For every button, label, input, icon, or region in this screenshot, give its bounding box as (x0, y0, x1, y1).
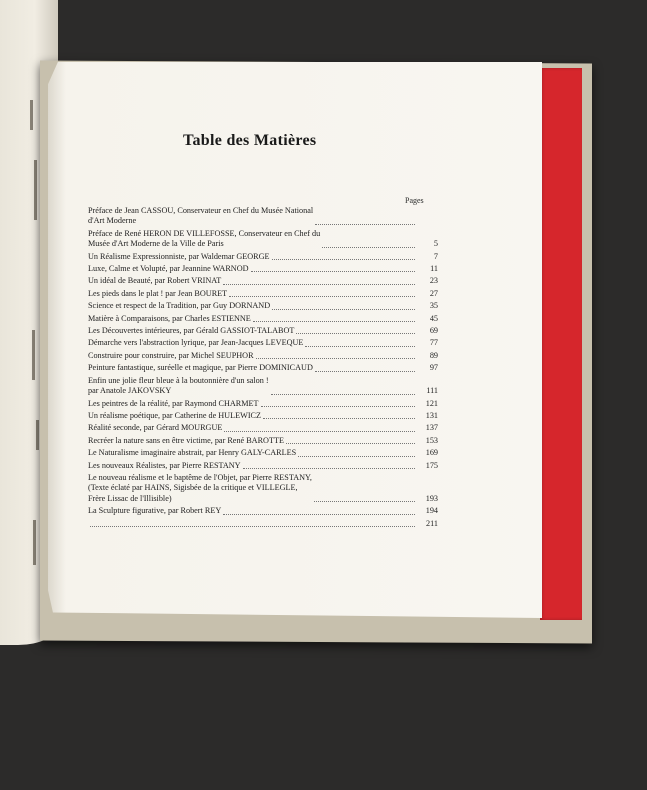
toc-entry-page: 27 (429, 288, 438, 298)
toc-leader-dots (315, 370, 415, 372)
toc-entry (88, 423, 438, 433)
toc-entry-title: Un réalisme poétique, par Catherine de HULEWICZ (88, 410, 262, 420)
pages-column-label: Pages (405, 196, 424, 205)
toc-leader-dots (90, 525, 415, 527)
toc-entry-page: 153 (425, 435, 438, 445)
red-bookmark-strip (540, 68, 582, 620)
toc-entry (88, 338, 438, 348)
toc-entry (88, 326, 438, 336)
toc-entry-page: 45 (429, 313, 438, 323)
toc-entry-title: Les Découvertes intérieures, par Gérald GASSIOT-TALABOT (88, 326, 295, 336)
page-title: Table des Matières (183, 132, 317, 149)
toc-entry-page: 89 (429, 350, 438, 360)
toc-entry (88, 436, 438, 446)
toc-entry (88, 351, 438, 361)
toc-entry-page: 193 (425, 493, 438, 503)
toc-entry (88, 301, 438, 311)
toc-leader-dots (223, 513, 415, 515)
toc-entry-title: Construire pour construire, par Michel SEUPHOR (88, 350, 254, 360)
toc-entry (88, 448, 438, 458)
toc-leader-dots (263, 417, 415, 419)
toc-leader-dots (305, 345, 415, 347)
toc-entry (88, 399, 438, 409)
toc-leader-dots (224, 430, 415, 432)
toc-leader-dots (253, 320, 415, 322)
toc-entry-title: Un Réalisme Expressionniste, par Waldemar GEORGE (88, 251, 270, 261)
toc-entry-page: 77 (429, 338, 438, 348)
toc-leader-dots (272, 308, 415, 310)
toc-entry-page: 194 (425, 506, 438, 516)
left-page-text-fragment (33, 520, 36, 565)
toc-entry-title: La Sculpture figurative, par Robert REY (88, 506, 222, 516)
toc-entry-title: Les peintres de la réalité, par Raymond CHARMET (88, 398, 259, 408)
toc-entry (88, 289, 438, 299)
toc-entry (88, 264, 438, 274)
toc-entry-title: Le Naturalisme imaginaire abstrait, par Henry GALY-CARLES (88, 448, 297, 458)
toc-entry (88, 229, 438, 250)
toc-leader-dots (272, 258, 415, 260)
toc-entry (88, 473, 438, 504)
toc-entry-page: 211 (426, 518, 438, 528)
toc-entry-page: 7 (433, 251, 438, 261)
toc-entry (88, 519, 438, 529)
toc-leader-dots (298, 455, 415, 457)
left-page-text-fragment (34, 160, 37, 220)
toc-leader-dots (261, 405, 415, 407)
toc-leader-dots (286, 442, 415, 444)
toc-entry (88, 506, 438, 516)
toc-entry-page: 175 (425, 460, 438, 470)
toc-list (88, 206, 438, 529)
toc-entry (88, 411, 438, 421)
toc-leader-dots (322, 246, 415, 248)
toc-entry-title: Les nouveaux Réalistes, par Pierre RESTANY (88, 460, 241, 470)
toc-entry-title: Préface de René HERON DE VILLEFOSSE, Conservateur en Chef du Musée d'Art Moderne de la Ville de Paris (88, 228, 321, 249)
toc-entry-title: Science et respect de la Tradition, par Guy DORNAND (88, 301, 271, 311)
toc-leader-dots (296, 332, 415, 334)
toc-leader-dots (243, 467, 415, 469)
toc-entry (88, 314, 438, 324)
toc-entry-title: Enfin une jolie fleur bleue à la boutonnière d'un salon ! par Anatole JAKOVSKY (88, 375, 269, 396)
left-page-text-fragment (32, 330, 35, 380)
toc-entry-title: Démarche vers l'abstraction lyrique, par Jean-Jacques LEVEQUE (88, 338, 304, 348)
toc-entry-title: Luxe, Calme et Volupté, par Jeannine WARNOD (88, 264, 249, 274)
toc-entry-page: 111 (426, 386, 438, 396)
toc-leader-dots (315, 223, 415, 225)
toc-entry (88, 276, 438, 286)
toc-entry-title: Les pieds dans le plat ! par Jean BOURET (88, 288, 228, 298)
toc-entry-title: Le nouveau réalisme et le baptême de l'Objet, par Pierre RESTANY, (Texte éclaté par HAINS, Sigisbée de la critique et VILLEGLE, Frère Lissac de l'Illisible) (88, 472, 312, 503)
toc-entry-page: 131 (425, 410, 438, 420)
toc-entry-title: Préface de Jean CASSOU, Conservateur en Chef du Musée National d'Art Moderne (88, 206, 314, 226)
toc-entry-page: 5 (433, 239, 438, 249)
toc-entry-title: Peinture fantastique, suréelle et magique, par Pierre DOMINICAUD (88, 363, 313, 373)
toc-entry-page: 23 (429, 276, 438, 286)
toc-leader-dots (256, 357, 415, 359)
toc-entry-page: 169 (425, 448, 438, 458)
toc-entry-title: Matière à Comparaisons, par Charles ESTIENNE (88, 313, 251, 323)
toc-entry-page: 137 (425, 423, 438, 433)
toc-entry (88, 206, 438, 227)
toc-leader-dots (251, 270, 415, 272)
toc-entry-title: Recréer la nature sans en être victime, par René BAROTTE (88, 435, 284, 445)
toc-entry (88, 252, 438, 262)
toc-leader-dots (314, 500, 415, 502)
toc-leader-dots (229, 295, 415, 297)
left-page-text-fragment (36, 420, 39, 450)
toc-entry (88, 363, 438, 373)
toc-entry-title: Un idéal de Beauté, par Robert VRINAT (88, 276, 222, 286)
left-page-text-fragment (30, 100, 33, 130)
toc-entry-page: 97 (429, 363, 438, 373)
toc-entry-page: 11 (430, 264, 438, 274)
toc-leader-dots (223, 283, 415, 285)
toc-entry (88, 376, 438, 397)
toc-entry (88, 461, 438, 471)
toc-entry-page: 121 (425, 398, 438, 408)
toc-entry-page: 35 (429, 301, 438, 311)
toc-leader-dots (271, 393, 415, 395)
toc-entry-title: Réalité seconde, par Gérard MOURGUE (88, 423, 223, 433)
toc-entry-page: 69 (429, 326, 438, 336)
